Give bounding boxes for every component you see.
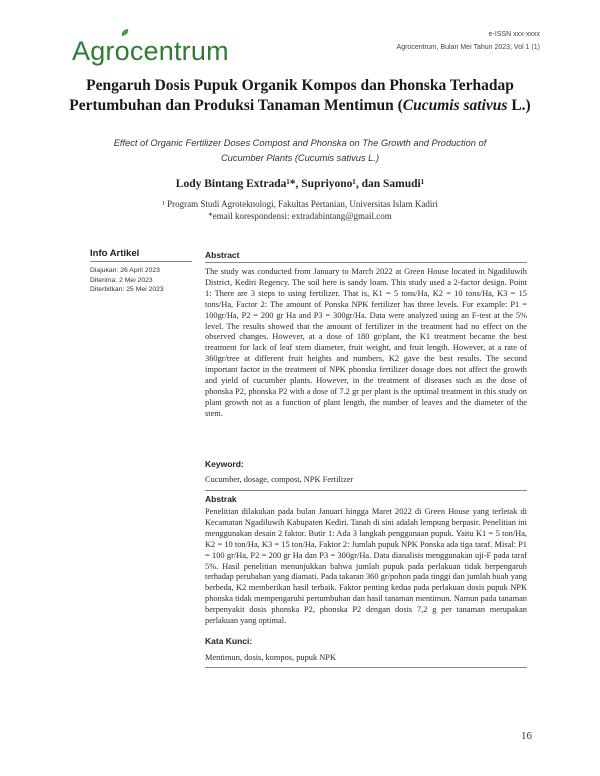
abstrak-top-divider [205, 490, 527, 491]
date-published: Diterbitkan: 25 Mei 2023 [90, 286, 164, 293]
kata-kunci-heading: Kata Kunci: [205, 636, 253, 646]
subtitle-line-1: Effect of Organic Fertilizer Doses Compost and Phonska on The Growth and Production of [113, 138, 487, 148]
abstract-text: The study was conducted from January to March 2022 at Green House located in Ngadiluwih District, Kediri Regency. The soil here is sandy loam. This study used a 2-factor design. Point 1: There are 3 steps to using fertilizer. That is, K1 = 5 tons/Ha, K2 = 10 tons/Ha, K3 = 15 tons/Ha, Factor 2: The amount of Ponska NPK fertilizer has three levels. For example: P1 = 100gr/Ha, P2 = 200 gr Ha and P3 = 300gr/Ha. Data were analyzed using an F-test at the 5% level. The results showed that the amount of fertilizer in the treatment had no effect on the observed changes. However, at a dose of 180 gr/plant, the K1 treatment became the best treatment for lack of leaf stem diameter, fruit weight, and fruit length. However, at a rate of 360gr/tree at different fruit heights and numbers, K2 gave the best results. The second important factor in the treatment of NPK phonska fertilizer dosage does not affect the growth and yield of cucumber plants. However, in the treatment of diseases such as the dose of phonska P2, phonska P2 with a dose of 7.2 gr per plant is the optimal treatment in this study on plant growth not as a function of plant length, the number of leaves and the diameter of the stem. [205, 267, 527, 418]
author-list: Lody Bintang Extrada¹*, Supriyono¹, dan Samudi¹ [175, 178, 425, 190]
keyword-list: Cucumber, dosage, compost, NPK Fertilizer [205, 475, 354, 484]
paper-title [50, 76, 550, 116]
title-line-2-suffix: L.) [507, 97, 531, 114]
affiliation [50, 198, 550, 222]
correspondence-email: *email korespondensi: extradabintang@gmail.com [208, 211, 392, 221]
article-info-divider [90, 261, 192, 262]
affiliation-institution: ¹ Program Studi Agroteknologi, Fakultas Pertanian, Universitas Islam Kadiri [162, 199, 438, 209]
abstrak-body [205, 507, 527, 627]
abstrak-heading: Abstrak [205, 494, 237, 504]
abstract-heading: Abstract [205, 250, 240, 260]
kata-kunci-list: Mentimun, dosis, kompos, pupuk NPK [205, 653, 336, 662]
paper-subtitle-english [90, 136, 510, 166]
abstrak-text: Penelitian dilakukan pada bulan Januari hingga Maret 2022 di Green House yang terletak di Kecamatan Ngadiluwih Kabupaten Kediri. Tanah di sini adalah lempung berpasir. Penelitian ini menggunakan desain 2 faktor. Butir 1: Ada 3 langkah penggunaan pupuk. Yaitu K1 = 5 ton/Ha, K2 = 10 ton/Ha, K3 = 15 ton/Ha, Faktor 2: Jumlah pupuk NPK Ponska ada tiga taraf. Misal: P1 = 100 gr/Ha, P2 = 200 gr Ha dan P3 = 300gr/Ha. Data dianalisis menggunakan uji-F pada taraf 5%. Hasil penelitian menunjukkan bahwa jumlah pupuk pada perlakuan tidak berpengaruh terhadap perubahan yang diamati. Pada takaran 360 gr/pohon pada tinggi dan jumlah buah yang berbeda, K2 memberikan hasil terbaik. Faktor penting kedua pada perlakuan dosis pupuk NPK phonska tidak mempengaruhi pertumbuhan dan hasil tanaman mentimun. Namun pada tanaman berpenyakit dosis phonska P2, phonska P2 dengan dosis 7,2 g per tanaman merupakan perlakuan yang optimal. [205, 507, 527, 626]
date-submitted: Diajukan: 26 April 2023 [90, 267, 160, 274]
abstract-divider [205, 262, 527, 263]
logo-text-suffix: centrum [129, 36, 229, 66]
title-line-2-prefix: Pertumbuhan dan Produksi Tanaman Mentimun ( [69, 97, 403, 114]
abstract-body [205, 267, 527, 420]
issn-text: e-ISSN xxx-xxxx [488, 31, 540, 38]
journal-logo [72, 36, 229, 67]
article-info-heading: Info Artikel [90, 248, 140, 259]
logo-o-letter: o [114, 36, 130, 66]
title-line-1: Pengaruh Dosis Pupuk Organik Kompos dan Phonska Terhadap [86, 77, 514, 94]
page-number: 16 [521, 730, 532, 742]
kata-kunci-divider [205, 667, 527, 668]
logo-o [115, 36, 130, 67]
title-line-2 [50, 96, 550, 116]
journal-header-info [397, 28, 540, 54]
subtitle-line-2: Cucumber Plants (Cucumis sativus L.) [220, 153, 380, 163]
title-species-name: Cucumis sativus [402, 97, 508, 114]
date-accepted: Diterima: 2 Mei 2023 [90, 276, 153, 284]
article-dates [90, 266, 164, 295]
logo-text-prefix: Agr [72, 36, 115, 66]
keyword-heading: Keyword: [205, 459, 244, 469]
journal-volume-text: Agrocentrum, Bulan Mei Tahun 2023, Vol 1 (1) [396, 44, 540, 51]
